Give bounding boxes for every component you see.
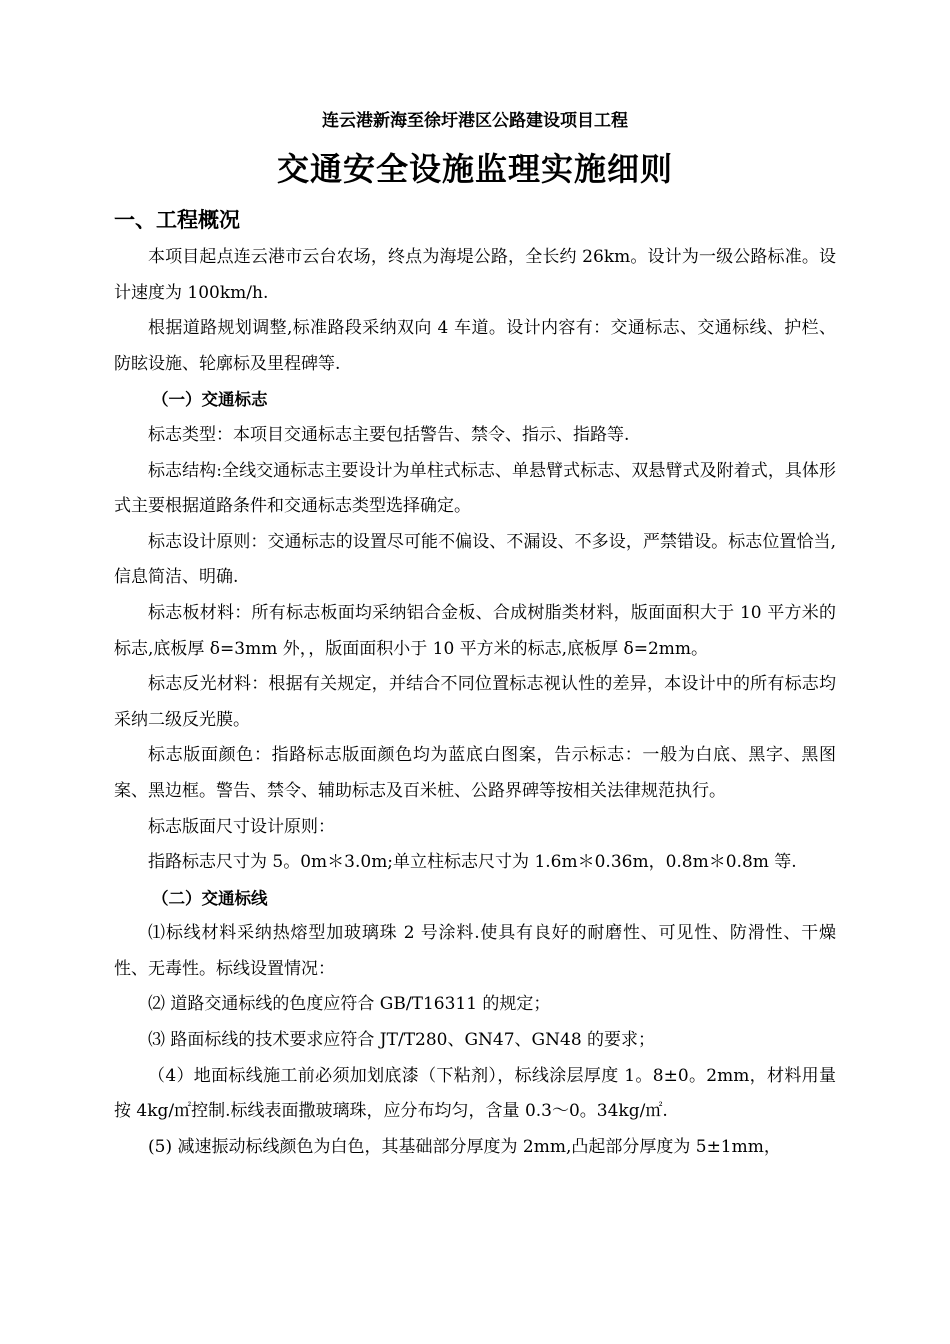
paragraph: 标志设计原则：交通标志的设置尽可能不偏设、不漏设、不多设，严禁错设。标志位置恰当,信息简洁、明确.: [114, 531, 836, 588]
document-title: 交通安全设施监理实施细则: [276, 150, 673, 188]
paragraph: 标志版面颜色：指路标志版面颜色均为蓝底白图案，告示标志：一般为白底、黑字、黑图案、黑边框。警告、禁令、辅助标志及百米桩、公路界碑等按相关法律规范执行。: [114, 745, 836, 801]
subheading-traffic-signs: （一）交通标志: [151, 390, 268, 410]
section-heading-overview: 一、工程概况: [114, 208, 240, 232]
paragraph: 指路标志尺寸为 5。0m＊3.0m;单立柱标志尺寸为 1.6m＊0.36m，0.8m＊0.8m 等.: [148, 852, 797, 873]
paragraph: 标志反光材料：根据有关规定，并结合不同位置标志视认性的差异，本设计中的所有标志均采纳二级反光膜。: [114, 674, 836, 730]
paragraph: 标志板材料：所有标志板面均采纳铝合金板、合成树脂类材料，版面面积大于 10 平方米的标志,底板厚 δ=3mm 外，，版面面积小于 10 平方米的标志,底板厚 δ=2mm。: [114, 602, 836, 659]
paragraph: 标志版面尺寸设计原则：: [148, 816, 335, 837]
paragraph: (5) 减速振动标线颜色为白色，其基础部分厚度为 2mm,凸起部分厚度为 5±1mm，: [148, 1136, 781, 1157]
paragraph: 根据道路规划调整,标准路段采纳双向 4 车道。设计内容有：交通标志、交通标线、护栏、防眩设施、轮廓标及里程碑等.: [114, 318, 836, 374]
subheading-traffic-markings: （二）交通标线: [151, 888, 268, 908]
paragraph: 标志结构:全线交通标志主要设计为单柱式标志、单悬臂式标志、双悬臂式及附着式，具体形式主要根据道路条件和交通标志类型选择确定。: [114, 460, 836, 517]
document-body: [114, 240, 836, 1165]
paragraph: （4）地面标线施工前必须加划底漆（下粘剂），标线涂层厚度 1。8±0。2mm，材料用量按 4kg/㎡控制.标线表面撒玻璃珠，应分布均匀，含量 0.3～0。34kg/㎡.: [114, 1065, 836, 1122]
paragraph: ⑴标线材料采纳热熔型加玻璃珠 2 号涂料.使具有良好的耐磨性、可见性、防滑性、干燥性、无毒性。标线设置情况：: [114, 923, 836, 979]
paragraph: 标志类型：本项目交通标志主要包括警告、禁令、指示、指路等.: [148, 424, 630, 445]
project-subtitle: 连云港新海至徐圩港区公路建设项目工程: [322, 111, 628, 131]
paragraph: ⑶ 路面标线的技术要求应符合 JT/T280、GN47、GN48 的要求；: [148, 1030, 656, 1051]
paragraph: ⑵ 道路交通标线的色度应符合 GB/T16311 的规定；: [148, 994, 551, 1015]
paragraph: 本项目起点连云港市云台农场，终点为海堤公路，全长约 26km。设计为一级公路标准。设计速度为 100km/h.: [114, 247, 836, 303]
